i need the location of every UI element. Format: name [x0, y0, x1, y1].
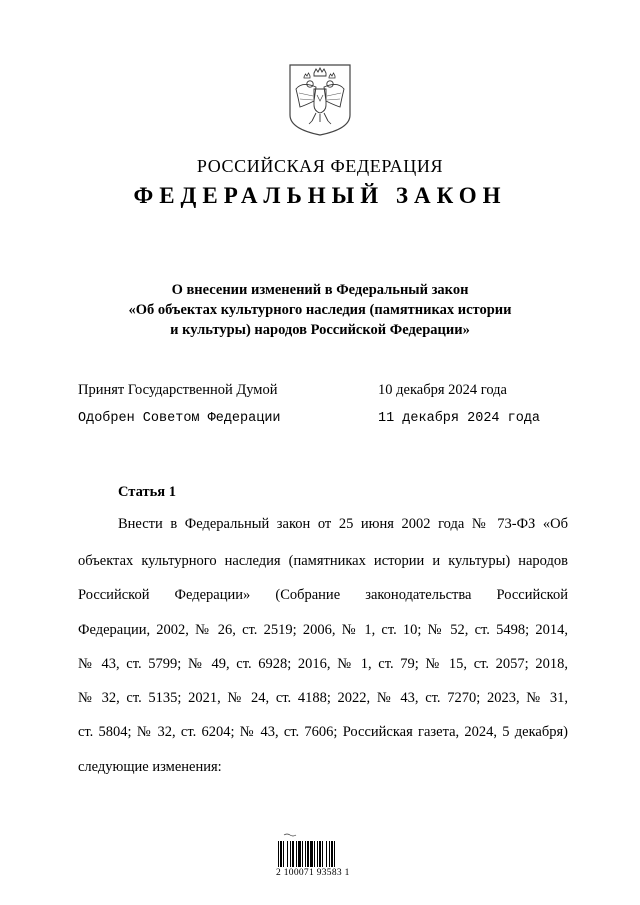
- article-text-line: ст. 5804; № 32, ст. 6204; № 43, ст. 7606; Российская газета, 2024, 5 декабря): [78, 724, 568, 740]
- barcode-bar: [283, 841, 284, 867]
- coat-of-arms-emblem: [288, 63, 352, 137]
- barcode-bar: [310, 841, 313, 867]
- article-text-line: объектах культурного наследия (памятниках истории и культуры) народов: [78, 553, 568, 569]
- law-title: [80, 280, 560, 340]
- barcode-bar: [287, 841, 288, 867]
- article-text-line: № 32, ст. 5135; 2021, № 24, ст. 4188; 2022, № 43, ст. 7270; 2023, № 31,: [78, 690, 568, 706]
- law-title-line: и культуры) народов Российской Федерации»: [170, 322, 470, 338]
- document-type-heading: ФЕДЕРАЛЬНЫЙ ЗАКОН: [133, 183, 507, 208]
- duma-adoption-label: Принят Государственной Думой: [78, 382, 278, 398]
- barcode-bar: [296, 841, 297, 867]
- barcode-bar: [302, 841, 303, 867]
- article-text-line: следующие изменения:: [78, 759, 222, 775]
- barcode-bar: [298, 841, 301, 867]
- barcode-number: 2 100071 93583 1: [276, 868, 350, 878]
- barcode-bar: [334, 841, 335, 867]
- barcode-bar: [292, 841, 294, 867]
- country-heading: РОССИЙСКАЯ ФЕДЕРАЦИЯ: [196, 156, 444, 176]
- barcode-bar: [290, 841, 291, 867]
- barcode-bar: [326, 841, 327, 867]
- barcode-bar: [319, 841, 321, 867]
- barcode-bar: [314, 841, 315, 867]
- article-heading: Статья 1: [118, 484, 176, 500]
- article-text-line: Российской Федерации» (Собрание законодательства Российской: [78, 587, 568, 603]
- article-text-line: № 43, ст. 5799; № 49, ст. 6928; 2016, № 1, ст. 79; № 15, ст. 2057; 2018,: [78, 656, 568, 672]
- barcode-bar: [278, 841, 279, 867]
- article-text-line: Внести в Федеральный закон от 25 июня 2002 года № 73-ФЗ «Об: [118, 516, 568, 532]
- duma-adoption-date: 10 декабря 2024 года: [378, 382, 507, 398]
- barcode-bar: [329, 841, 330, 867]
- barcode-bar: [317, 841, 318, 867]
- council-approval-date: 11 декабря 2024 года: [378, 411, 541, 426]
- article-text-line: Федерации, 2002, № 26, ст. 2519; 2006, № 1, ст. 10; № 52, ст. 5498; 2014,: [78, 622, 568, 638]
- barcode-bar: [331, 841, 333, 867]
- barcode-bar: [307, 841, 309, 867]
- barcode-bar: [322, 841, 323, 867]
- barcode-bar: [280, 841, 282, 867]
- barcode-bar: [305, 841, 306, 867]
- law-title-line: «Об объектах культурного наследия (памятниках истории: [128, 302, 512, 318]
- law-title-line: О внесении изменений в Федеральный закон: [171, 282, 469, 298]
- council-approval-label: Одобрен Советом Федерации: [78, 411, 281, 426]
